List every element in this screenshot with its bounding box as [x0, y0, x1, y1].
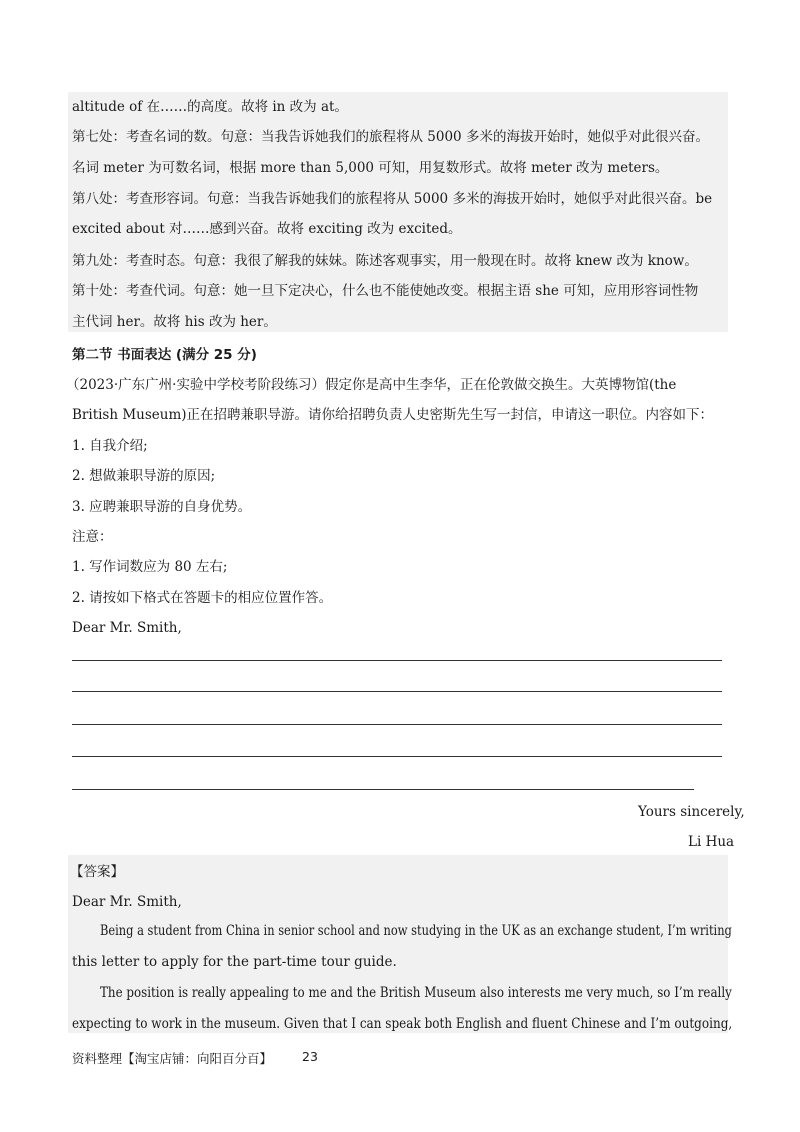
answer-line: this letter to apply for the part-time tour guide.: [72, 954, 397, 970]
answer-line: Being a student from China in senior school and now studying in the UK as an exchange student, I’m writing: [100, 923, 732, 939]
prompt-line: （2023·广东广州·实验中学校考阶段练习）假定你是高中生李华，正在伦敦做交换生。大英博物馆(the: [66, 377, 677, 393]
letter-closing: Yours sincerely,: [638, 804, 745, 820]
prompt-line: 1. 写作词数应为 80 左右;: [72, 559, 228, 575]
writing-line: [72, 789, 694, 790]
prompt-line: 2. 想做兼职导游的原因;: [72, 468, 216, 484]
explanation-line: 名词 meter 为可数名词，根据 more than 5,000 可知，用复数形式。故将 meter 改为 meters。: [72, 160, 669, 176]
letter-salutation: Dear Mr. Smith,: [72, 620, 182, 636]
answer-line: The position is really appealing to me and the British Museum also interests me very much, so I’m really: [100, 985, 732, 1001]
explanation-line: 第十处：考查代词。句意：她一旦下定决心，什么也不能使她改变。根据主语 she 可知，应用形容词性物: [72, 283, 699, 299]
prompt-line: 2. 请按如下格式在答题卡的相应位置作答。: [72, 590, 333, 606]
writing-line: [72, 691, 722, 692]
footer-source: 资料整理【淘宝店铺：向阳百分百】: [72, 1051, 273, 1066]
prompt-line: 3. 应聘兼职导游的自身优势。: [72, 499, 252, 515]
explanation-line: altitude of 在……的高度。故将 in 改为 at。: [72, 99, 348, 115]
explanation-line: 第九处：考查时态。句意：我很了解我的妹妹。陈述客观事实，用一般现在时。故将 knew 改为 know。: [72, 253, 698, 269]
prompt-line: British Museum)正在招聘兼职导游。请你给招聘负责人史密斯先生写一封信，申请这一职位。内容如下：: [72, 407, 714, 423]
page-number: 23: [302, 1049, 318, 1064]
answer-background: [68, 855, 728, 1033]
prompt-line: 注意：: [72, 529, 113, 545]
letter-signature: Li Hua: [688, 834, 735, 850]
answer-line: expecting to work in the museum. Given that I can speak both English and fluent Chinese and I’m outgoing,: [72, 1016, 733, 1032]
writing-line: [72, 660, 722, 661]
explanation-line: 第七处：考查名词的数。句意：当我告诉她我们的旅程将从 5000 多米的海拔开始时，她似乎对此很兴奋。: [72, 129, 709, 145]
section-heading: 第二节 书面表达 (满分 25 分): [72, 347, 257, 363]
writing-line: [72, 724, 722, 725]
explanation-line: excited about 对……感到兴奋。故将 exciting 改为 excited。: [72, 221, 462, 237]
prompt-line: 1. 自我介绍;: [72, 438, 148, 454]
explanation-line: 第八处：考查形容词。句意：当我告诉她我们的旅程将从 5000 多米的海拔开始时，她似乎对此很兴奋。be: [72, 191, 713, 207]
answer-label: 【答案】: [70, 864, 124, 880]
explanation-line: 主代词 her。故将 his 改为 her。: [72, 314, 277, 330]
writing-line: [72, 756, 722, 757]
answer-salutation: Dear Mr. Smith,: [72, 894, 182, 910]
